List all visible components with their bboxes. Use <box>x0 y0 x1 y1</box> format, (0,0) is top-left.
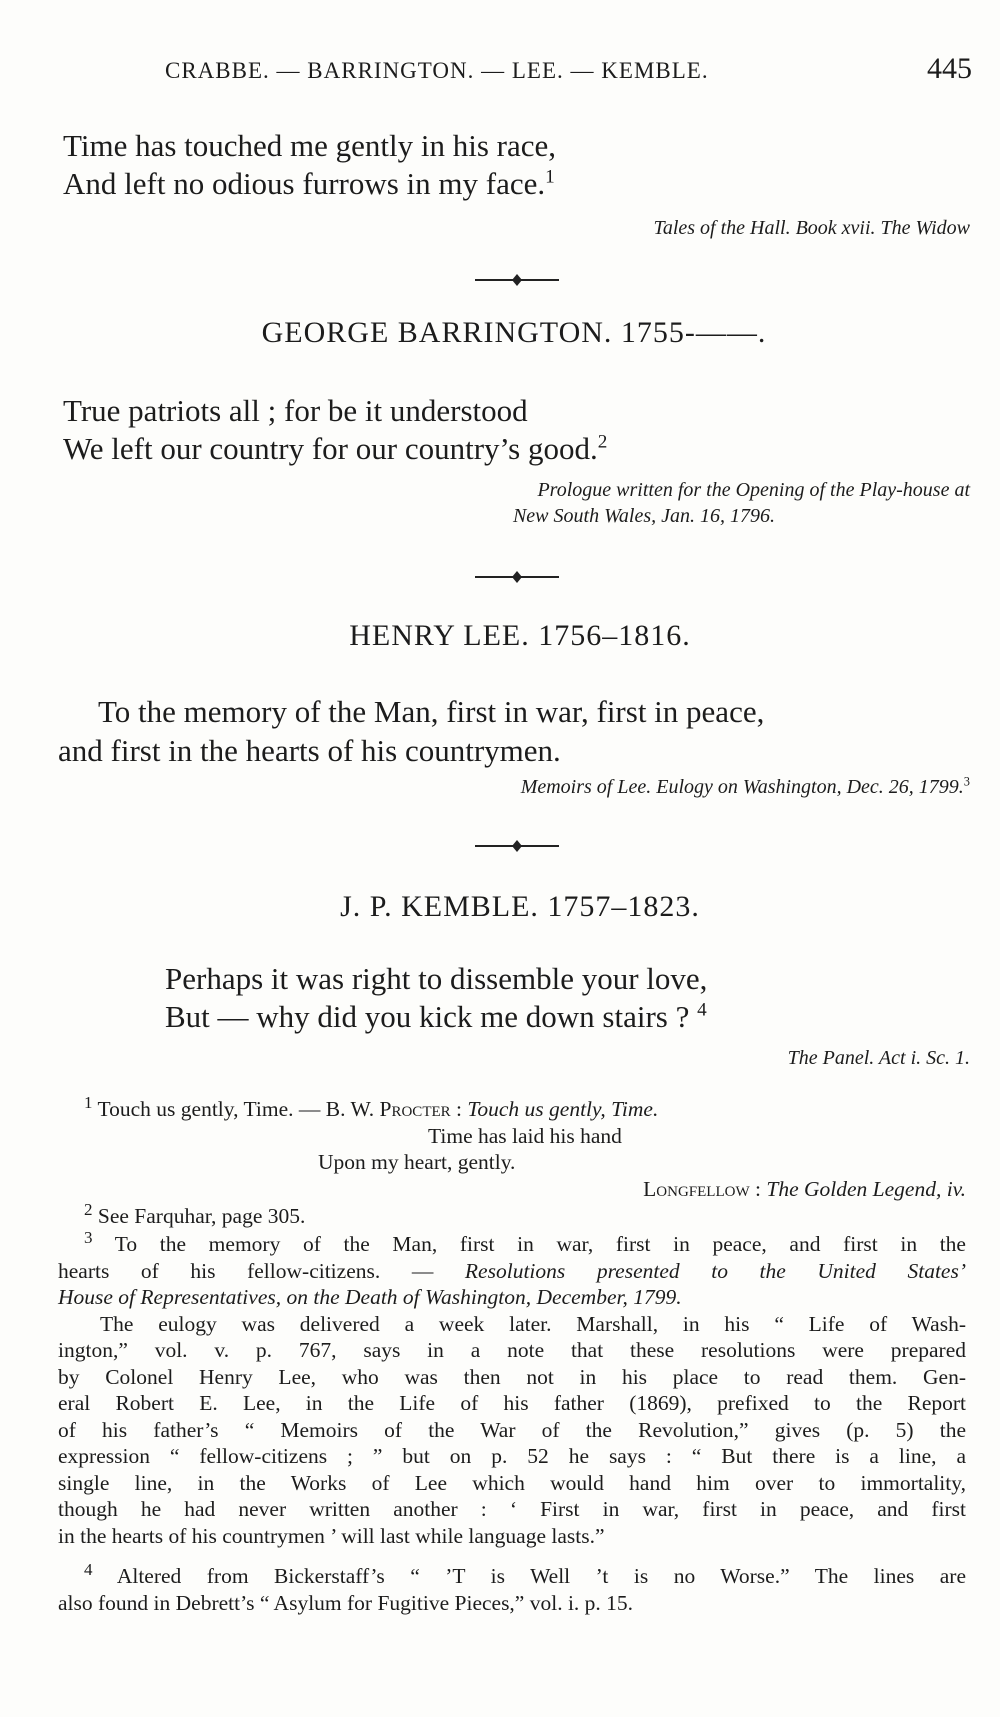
footnote-ref-3: 3 <box>963 774 970 789</box>
crabbe-citation: Tales of the Hall. Book xvii. The Widow <box>653 217 970 239</box>
verse-line: But — why did you kick me down stairs ? $^4$ <box>165 999 707 1034</box>
barrington-quote <box>63 392 607 468</box>
footnote-ref-4: 4 <box>697 999 707 1021</box>
page-number: 445 <box>927 52 972 85</box>
lee-citation: Memoirs of Lee. Eulogy on Washington, Dec. 26, 1799.$^3$ <box>520 774 970 798</box>
verse-line: And left no odious furrows in my face.$^1$ <box>63 166 555 201</box>
footnote-1: $^1$ Touch us gently, Time. — B. W. Procter : Touch us gently, Time. Time has laid his hand Upon my heart, gently. Longfellow : The Golden Legend, iv. <box>84 1092 966 1201</box>
verse-line: True patriots all ; for be it understood <box>63 393 528 428</box>
section-ornament <box>475 274 559 286</box>
footnote-ref-2: 2 <box>597 431 608 453</box>
prose-line: and first in the hearts of his countrymen. <box>58 733 561 768</box>
footnote-ref-1: 1 <box>545 166 555 188</box>
running-head-title: CRABBE. — BARRINGTON. — LEE. — KEMBLE. <box>165 58 709 83</box>
kemble-citation: The Panel. Act i. Sc. 1. <box>787 1047 970 1069</box>
section-ornament <box>475 840 559 852</box>
section-heading-kemble: J. P. KEMBLE. 1757–1823. <box>340 890 700 923</box>
crabbe-quote <box>63 127 556 203</box>
running-head <box>165 50 972 90</box>
footnote-4: $^4$ Altered from Bickerstaff’s “ ’T is Well ’t is no Worse.” The lines are also found in Debrett’s “ Asylum for Fugitive Pieces,” vol. i. p. 15. <box>58 1559 966 1615</box>
verse-line: Time has touched me gently in his race, <box>63 128 557 163</box>
lee-quote <box>58 692 973 770</box>
prose-line: To the memory of the Man, first in war, first in peace, <box>98 694 765 729</box>
verse-line: We left our country for our country’s good.$^2$ <box>63 431 608 466</box>
verse-line: Perhaps it was right to dissemble your love, <box>165 961 708 996</box>
section-heading-barrington: GEORGE BARRINGTON. 1755-——. <box>261 316 767 349</box>
footnote-2: $^2$ See Farquhar, page 305. <box>84 1199 306 1228</box>
footnote-3: $^3$ To the memory of the Man, first in war, first in peace, and first in the hearts of his fellow-citizens. — Resolutions presented to the United States’ House of Representatives, on the Death of Washington, December, 1799. The eulogy was delivered a week later. Marshall, in his “ Life of Wash- ington,” vol. v. p. 767, says in a note that these resolutions were prepared by Colonel Henry Lee, who was then not in his place to read them. Gen- eral Robert E. Lee, in the Life of his father (1869), prefixed to the Report of his father’s “ Memoirs of the War of the Revolution,” gives (p. 5) the expression “ fellow-citizens ; ” but on p. 52 he says : “ But there is a line, a single line, in the Works of Lee which would hand him over to immortality, though he had never written another : ‘ First in war, first in peace, and first in the hearts of his countrymen ’ will last while language lasts.” <box>58 1227 967 1548</box>
kemble-quote <box>165 960 707 1036</box>
barrington-citation: Prologue written for the Opening of the Play-house at New South Wales, Jan. 16, 1796. <box>512 479 970 527</box>
section-ornament <box>475 571 559 583</box>
section-heading-lee: HENRY LEE. 1756–1816. <box>349 619 691 652</box>
